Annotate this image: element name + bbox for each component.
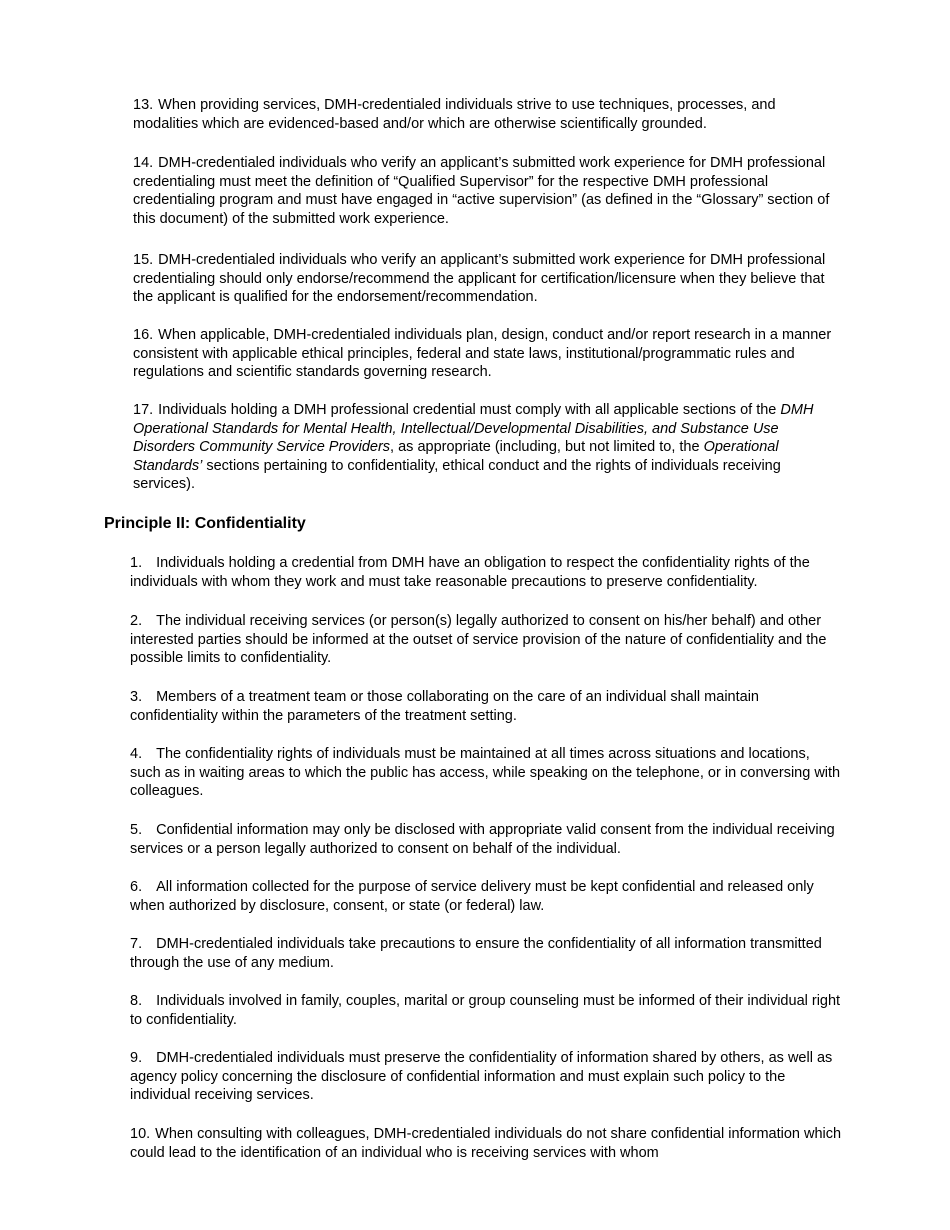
list-item [130, 612, 842, 668]
list-item [130, 745, 842, 801]
item-text: DMH-credentialed individuals take precautions to ensure the confidentiality of all information transmitted through the use of any medium. [130, 936, 822, 971]
item-number: 6. [130, 879, 143, 895]
standards-short-title: Operational Standards’ [133, 439, 779, 474]
item-text: When consulting with colleagues, DMH-credentialed individuals do not share confidential information which could lead to the identification of an individual who is receiving services with whom [130, 1126, 842, 1161]
list-item [130, 1049, 842, 1105]
list-item [130, 992, 842, 1029]
item-text: The individual receiving services (or person(s) legally authorized to consent on his/her behalf) and other interested parties should be informed at the outset of service provision of the nature of confidentiality and the possible limits to confidentiality. [130, 613, 827, 667]
item-text: The confidentiality rights of individuals must be maintained at all times across situations and locations, such as in waiting areas to which the public has access, while speaking on the telephone, or in conversing with colleagues. [130, 746, 841, 800]
item-text: Individuals involved in family, couples, marital or group counseling must be informed of their individual right to confidentiality. [130, 993, 841, 1028]
item-text: DMH-credentialed individuals who verify an applicant’s submitted work experience for DMH professional credentialing should only endorse/recommend the applicant for certification/licensure when they believe that the applicant is qualified for the endorsement/recommendation. [133, 252, 826, 306]
list-item [130, 688, 842, 725]
item-number: 3. [130, 689, 143, 705]
item-text-part3: sections pertaining to confidentiality, ethical conduct and the rights of individuals receiving services). [133, 457, 781, 493]
list-item [133, 154, 835, 228]
item-number: 13. [133, 97, 154, 113]
item-number: 9. [130, 1050, 143, 1066]
item-number: 2. [130, 613, 143, 629]
item-number: 8. [130, 993, 143, 1009]
list-item [130, 878, 842, 915]
item-text-part1: Individuals holding a DMH professional credential must comply with all applicable sections of the [158, 402, 777, 418]
item-number: 10. [130, 1126, 151, 1142]
item-text: All information collected for the purpose of service delivery must be kept confidential and released only when authorized by disclosure, consent, or state (or federal) law. [130, 879, 814, 914]
item-number: 14. [133, 155, 154, 171]
list-item [130, 935, 842, 972]
section-heading: Principle II: Confidentiality [104, 515, 306, 532]
standards-title: DMH Operational Standards for Mental Health, Intellectual/Developmental Disabilities, and Substance Use Disorders Community Service Providers [133, 402, 814, 456]
item-number: 4. [130, 746, 143, 762]
item-text: Members of a treatment team or those collaborating on the care of an individual shall maintain confidentiality within the parameters of the treatment setting. [130, 689, 759, 724]
item-number: 1. [130, 555, 143, 571]
item-text: When applicable, DMH-credentialed individuals plan, design, conduct and/or report research in a manner consistent with applicable ethical principles, federal and state laws, institutional/programmatic rules and regulations and scientific standards governing research. [133, 327, 832, 381]
list-item [133, 96, 835, 133]
list-item-17 [133, 401, 835, 494]
item-number: 15. [133, 252, 154, 268]
list-item [130, 554, 842, 591]
item-number: 16. [133, 327, 154, 343]
item-number: 7. [130, 936, 143, 952]
item-number: 17. [133, 402, 154, 418]
item-text: When providing services, DMH-credentialed individuals strive to use techniques, processes, and modalities which are evidenced-based and/or which are otherwise scientifically grounded. [133, 97, 776, 132]
list-item [133, 326, 835, 382]
item-text-part2: , as appropriate (including, but not limited to, the [390, 439, 700, 456]
item-text: Individuals holding a credential from DMH have an obligation to respect the confidentiality rights of the individuals with whom they work and must take reasonable precautions to preserve confidentiality. [130, 555, 810, 590]
item-text: Confidential information may only be disclosed with appropriate valid consent from the individual receiving services or a person legally authorized to consent on behalf of the individual. [130, 822, 835, 857]
list-item [130, 821, 842, 858]
list-item [130, 1125, 842, 1162]
item-number: 5. [130, 822, 143, 838]
item-text: DMH-credentialed individuals who verify an applicant’s submitted work experience for DMH professional credentialing must meet the definition of “Qualified Supervisor” for the respective DMH professional credentialing program and must have engaged in “active supervision” (as defined in the “Glossary” section of this document) of the submitted work experience. [133, 155, 830, 227]
list-item [133, 251, 835, 307]
item-text: DMH-credentialed individuals must preserve the confidentiality of information shared by others, as well as agency policy concerning the disclosure of confidential information and must explain such policy to the individual receiving services. [130, 1050, 833, 1104]
